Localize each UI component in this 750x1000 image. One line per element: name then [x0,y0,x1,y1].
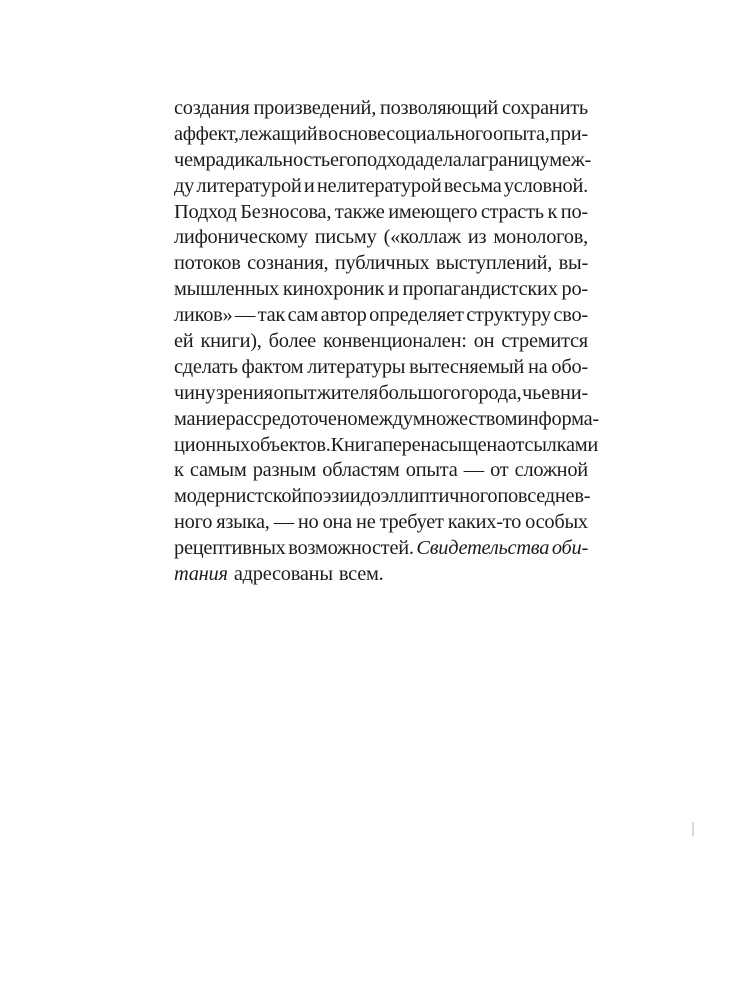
word: по- [560,200,588,223]
word: — [273,511,294,534]
word: потоков [174,252,241,275]
word: стремится [501,330,588,353]
text-line [174,381,588,407]
text-line [174,303,588,329]
word: более [268,330,316,353]
word: лежащий [239,122,318,145]
word: поэзии [301,485,361,508]
word: чину [174,381,216,404]
word: множеством [412,407,518,430]
book-title-part: оби- [551,537,588,560]
word: требует [379,511,444,534]
word: опыта, [493,122,550,145]
word: объектов. [250,433,331,456]
word: вы- [558,252,588,275]
word: чем [174,148,206,171]
text-line [174,536,588,562]
word: выступлений, [435,252,553,275]
word: фактом [241,355,304,378]
word: эллиптичного [380,485,498,508]
text-line [174,200,588,226]
word: к [547,200,558,223]
word: сложной [514,459,588,482]
word: — [463,459,484,482]
word: монологов, [493,226,588,249]
word: кинохроник [282,278,385,301]
word: аффект, [174,122,239,145]
text-line [174,174,588,200]
word: повседнев- [497,485,591,508]
word: ей [174,330,194,353]
word: письму [314,226,377,249]
word: информа- [517,407,599,430]
word: вни- [550,381,588,404]
page-edge-mark [692,822,694,836]
word: адресованы [233,563,333,586]
text-line [174,225,588,251]
text-line [174,407,599,433]
word: произведений, [253,97,377,119]
text-line [174,510,588,536]
text-line-last [174,562,588,588]
word: всем. [338,563,384,586]
word: каких-то [447,511,522,534]
text-line [174,122,588,148]
word: Безносова, [240,200,332,223]
word: ро- [561,278,588,301]
word: сохранить [502,97,588,119]
word: она [322,511,352,534]
text-line [174,484,591,510]
text-line [174,148,592,174]
word: перенасыщена [382,433,506,456]
word: чье [522,381,551,404]
word: не [356,511,376,534]
word: ного [174,511,213,534]
word: Книга [330,433,383,456]
word: до [360,485,381,508]
word: сам [287,304,319,327]
word: страсть [480,200,544,223]
text-line [174,433,599,459]
word: ликов» [174,304,233,327]
word: публичных [334,252,430,275]
word: условной. [503,174,588,197]
word: мание [174,407,226,430]
word: лифоническому [174,226,308,249]
word: Подход [174,200,237,223]
word: но [297,511,319,534]
text-line [174,458,588,484]
word: разным [252,459,317,482]
word: областям [322,459,400,482]
word: возможностей. [288,537,414,560]
text-line [174,96,588,122]
word: пропагандистских [402,278,558,301]
word: большого [378,381,461,404]
text-line [174,277,588,303]
word: литературой [196,174,302,197]
word: опыта [405,459,458,482]
word: к [174,459,184,482]
word: нелитературой [316,174,442,197]
word: его [329,148,357,171]
word: ду [174,174,195,197]
word: сознания, [247,252,329,275]
word: мышленных [174,278,279,301]
word: структуру [466,304,551,327]
word: города, [460,381,522,404]
word: радикальность [205,148,330,171]
word: — [235,304,256,327]
text-line [174,251,588,277]
word: так [257,304,286,327]
word: из [467,226,487,249]
word: модернистской [174,485,302,508]
word: границу [480,148,550,171]
word: социального [386,122,493,145]
word: создания [174,97,250,119]
word: сво- [553,304,588,327]
text-line [174,355,588,381]
word: автор [320,304,367,327]
book-title-part: Свидетельства [416,537,550,560]
word: жителя [316,381,378,404]
word: самым [189,459,247,482]
word: в [317,122,328,145]
word: от [490,459,509,482]
word: книги), [200,330,262,353]
word: меж- [549,148,592,171]
word: обо- [551,355,588,378]
book-title-part: тания [174,563,228,586]
word: конвенционален: [323,330,467,353]
word: при- [550,122,588,145]
word: подхода [356,148,424,171]
word: ционных [174,433,250,456]
word: делала [423,148,481,171]
word: («коллаж [383,226,461,249]
word: зрения [215,381,273,404]
word: между [357,407,413,430]
word: определяет [369,304,464,327]
word: рецептивных [174,537,286,560]
word: особых [525,511,588,534]
word: позволяющий [379,97,499,119]
word: рассредоточено [225,407,358,430]
word: весьма [443,174,502,197]
word: языка, [216,511,270,534]
word: имеющего [388,200,478,223]
word: на [528,355,548,378]
body-paragraph [174,96,599,588]
word: он [473,330,495,353]
word: также [334,200,385,223]
word: основе [327,122,386,145]
word: сделать [174,355,238,378]
word: и [303,174,315,197]
text-line [174,329,588,355]
word: литературы [307,355,406,378]
word: и [387,278,399,301]
word: опыт [273,381,317,404]
word: вытесняемый [409,355,525,378]
word: отсылками [505,433,599,456]
